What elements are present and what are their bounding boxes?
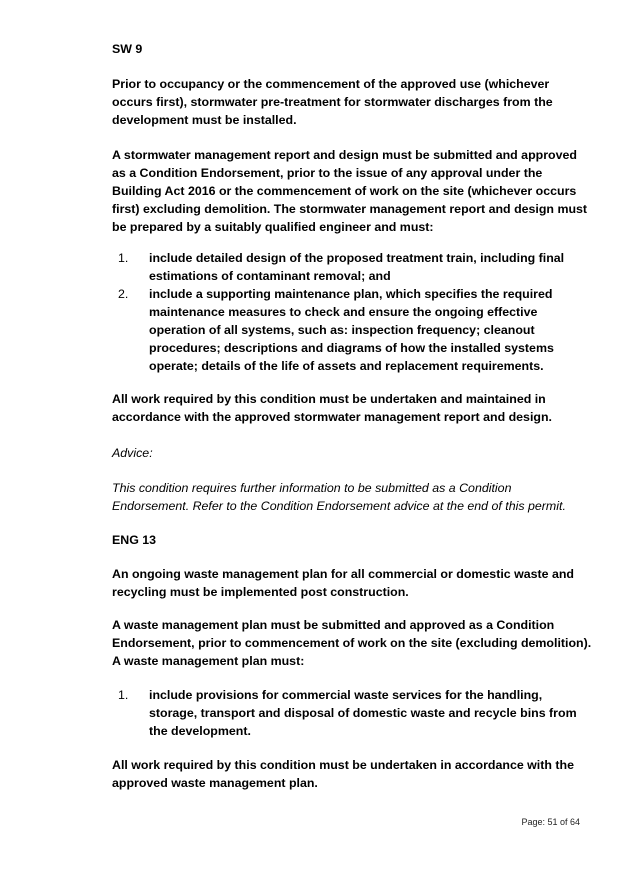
page-number: Page: 51 of 64 bbox=[521, 817, 580, 827]
advice-label: Advice: bbox=[112, 446, 153, 460]
list-number: 2. bbox=[118, 287, 129, 301]
list-number: 1. bbox=[118, 251, 129, 265]
sw9-paragraph-1: Prior to occupancy or the commencement of the approved use (whichever occurs first), stormwater pre-treatment for stormwater discharges from the development must be installed. bbox=[112, 77, 553, 127]
list-text: include a supporting maintenance plan, which specifies the required maintenance measures to check and ensure the ongoing effective operation of all systems, such as: inspection frequency; cleanout procedures; descriptions and diagrams of how the installed systems operate; details of the life of assets and replacement requirements. bbox=[149, 287, 554, 373]
eng13-paragraph-1: An ongoing waste management plan for all commercial or domestic waste and recycling must be implemented post construction. bbox=[112, 567, 574, 599]
list-number: 1. bbox=[118, 688, 129, 702]
sw9-paragraph-3: All work required by this condition must be undertaken and maintained in accordance with the approved stormwater management report and design. bbox=[112, 392, 552, 424]
sw9-heading: SW 9 bbox=[112, 42, 143, 56]
eng13-paragraph-3: All work required by this condition must be undertaken in accordance with the approved waste management plan. bbox=[112, 758, 574, 790]
eng13-heading: ENG 13 bbox=[112, 533, 157, 547]
advice-text: This condition requires further information to be submitted as a Condition Endorsement. Refer to the Condition Endorsement advice at the end of this permit. bbox=[112, 481, 566, 513]
list-text: include provisions for commercial waste services for the handling, storage, transport and disposal of domestic waste and recycle bins from the development. bbox=[149, 688, 577, 738]
sw9-paragraph-2: A stormwater management report and design must be submitted and approved as a Condition Endorsement, prior to the issue of any approval under the Building Act 2016 or the commencement of work on the site (whichever occurs first) excluding demolition. The stormwater management report and design must be prepared by a suitably qualified engineer and must: bbox=[112, 148, 588, 234]
eng13-paragraph-2: A waste management plan must be submitted and approved as a Condition Endorsement, prior to commencement of work on the site (excluding demolition). A waste management plan must: bbox=[112, 618, 592, 668]
list-text: include detailed design of the proposed treatment train, including final estimations of contaminant removal; and bbox=[149, 251, 565, 283]
